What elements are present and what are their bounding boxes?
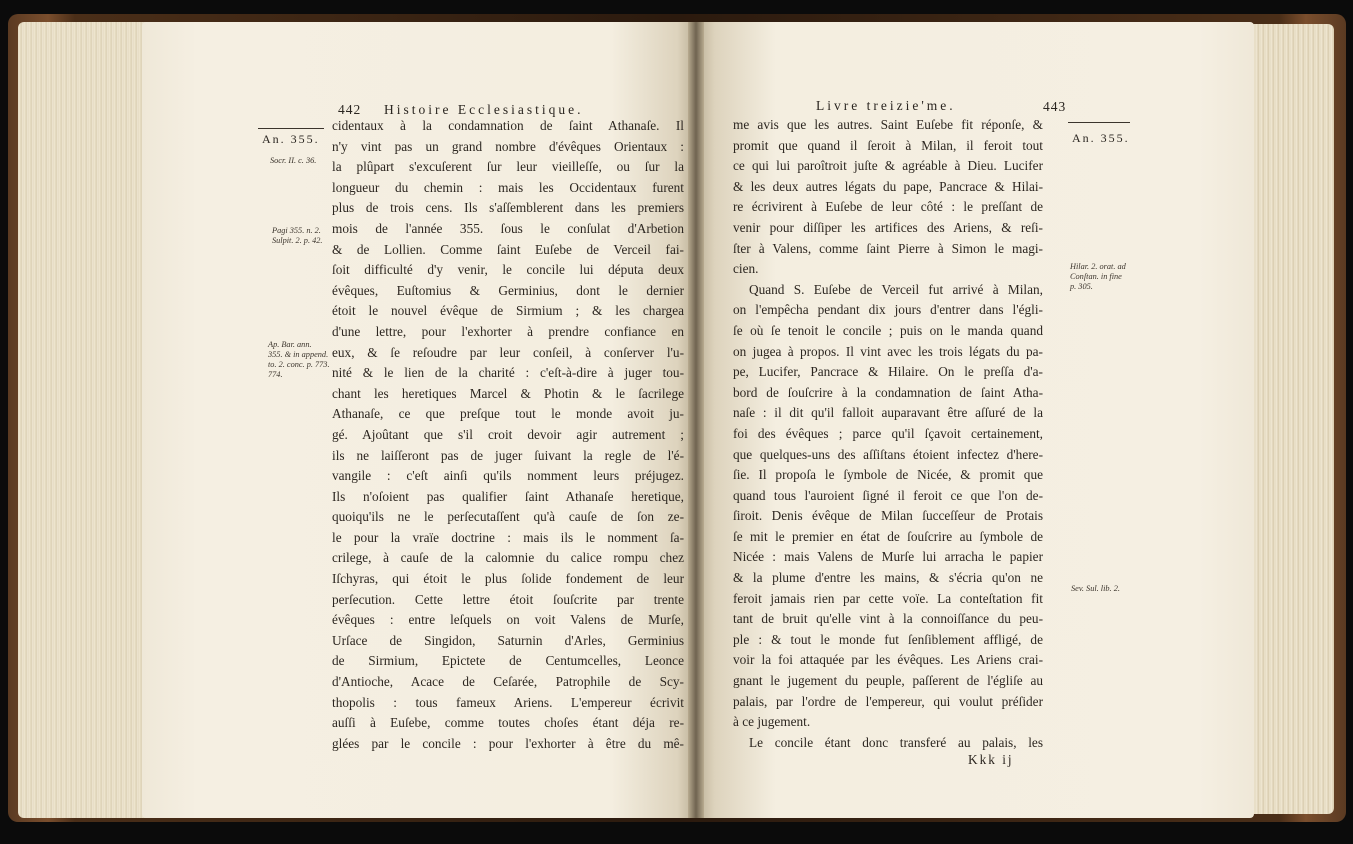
text-line: ſoit difficulté d'y venir, le concile lui députa deux [332,262,684,278]
text-line: me avis que les autres. Saint Euſebe fit réponſe, & [733,117,1043,132]
text-line: Quand S. Euſebe de Verceil fut arrivé à Milan, [749,281,1043,297]
text-line: Nicée : mais Valens de Murſe lui arracha le papier [733,549,1043,565]
text-line: pe, Lucifer, Pancrace & Hilaire. On le preſſa d'a- [733,364,1043,380]
text-line: voir la foi attaquée par les évêques. Les Ariens crai- [733,652,1043,668]
margin-note-line: Sev. Sul. lib. 2. [1071,584,1120,593]
text-line: d'Antioche, Acace de Ceſarée, Patrophile de Scy- [332,674,684,690]
text-line: gé. Ajoûtant que s'il croit devoir agir autrement ; [332,426,684,442]
text-line: glées par le concile : pour l'exhorter à être du mê- [332,735,684,751]
margin-note-line: Ap. Bar. ann. [268,340,312,349]
text-line: auſſi à Euſebe, comme toutes choſes étant déja re- [332,715,684,731]
margin-note-line: Sulpit. 2. p. 42. [272,236,323,245]
right-body-text [733,115,1043,753]
text-line: venir pour diſſiper les artifices des Ariens, & reſi- [733,219,1043,235]
text-line: ſie. Il propoſa le ſymbole de Nicée, & promit que [733,467,1043,483]
text-line: re écrivirent à Euſebe de leur côté : le preſſant de [733,199,1043,215]
text-line: & de Lollien. Comme ſaint Euſebe de Verceil fai- [332,241,684,257]
text-line: crilege, à cauſe de la calomnie du calice rompu chez [332,550,684,566]
text-line: plus de trois cens. Ils s'aſſemblerent dans les premiers [332,200,684,216]
left-page-edges [18,22,150,818]
text-line: ſiroit. Denis évêque de Milan ſucceſſeur de Protais [733,508,1043,524]
signature-mark: Kkk ij [968,752,1014,767]
text-line: ſter à Valens, comme ſaint Pierre à Simon le magi- [733,240,1043,256]
left-body-text [332,116,684,754]
text-line: quand tous l'auroient ſigné il feroit ce que l'on de- [733,487,1043,503]
right-year-marker: An. 355. [1072,131,1130,145]
text-line: cien. [733,261,759,277]
text-line: thopolis : tous fameux Ariens. L'empereur écrivit [332,694,684,710]
text-line: bord de ſouſcrire à la condamnation de ſaint Atha- [733,384,1043,400]
text-line: cidentaux à la condamnation de ſaint Athanaſe. Il [332,118,684,133]
left-year-rule [258,128,324,129]
text-line: que quelques-uns des aſſiſtans étoient infectez d'here- [733,446,1043,462]
text-line: on jugea à propos. Il vint avec les trois légats du pa- [733,343,1043,359]
right-margin-note-1 [1070,262,1126,292]
text-line: ſe mit le premier en état de ſouſcrire au ſymbole de [733,528,1043,544]
text-line: Urſace de Singidon, Saturnin d'Arles, Germinius [332,632,684,648]
text-line: Iſchyras, qui étoit le plus ſolide fondement de leur [332,571,684,587]
text-line: n'y vint pas un grand nombre d'évêques Orientaux : [332,138,684,154]
margin-note-line: Hilar. 2. orat. ad [1070,262,1126,271]
left-margin-note-3 [268,340,330,380]
text-line: de Sirmium, Epictete de Centumcelles, Leonce [332,653,684,669]
text-line: d'une lettre, pour l'exhorter à prendre confiance en [332,323,684,339]
text-line: Athanaſe, ce que preſque tout le monde avoit ju- [332,406,684,422]
right-year-rule [1068,122,1130,123]
text-line: ple : & tout le monde fut ſenſiblement affligé, de [733,631,1043,647]
margin-note-line: Socr. II. c. 36. [270,156,317,165]
text-line: vangile : c'eſt ainſi qu'ils nomment leurs préjugez. [332,468,684,484]
text-line: ce qui lui paroîtroit juſte & agréable à Dieu. Lucifer [733,158,1043,174]
text-line: longueur du chemin : mais les Occidentaux furent [332,179,684,195]
text-line: évêques, Euſtomius & Germinius, dont le dernier [332,282,684,298]
text-line: & la plume d'entre les mains, & s'écria qu'on ne [733,570,1043,586]
margin-note-line: 355. & in append. [268,350,329,359]
right-running-title: Livre treizie'me. [816,98,956,113]
text-line: tant de bruit qu'elle vint à la connoiſſance du peu- [733,611,1043,627]
right-page-number: 443 [1043,99,1067,114]
text-line: quoiqu'ils ne le perſecutaſſent qu'à cauſe de ſon ze- [332,509,684,525]
text-line: perſecution. Cette lettre étoit ſouſcrite par trente [332,591,684,607]
text-line: feroit jamais rien par cette voïe. La conteſtation fit [733,590,1043,606]
margin-note-line: Conſtan. in fine [1070,272,1122,281]
text-line: foi des évêques ; parce qu'il ſçavoit certainement, [733,425,1043,441]
text-line: chant les heretiques Marcel & Photin & le ſacrilege [332,385,684,401]
text-line: le pour la vraïe doctrine : mais ils le nomment ſa- [332,529,684,545]
text-line: palais, par l'ordre de l'empereur, qui voulut préſider [733,693,1043,709]
text-line: évêques : entre leſquels on voit Valens de Murſe, [332,612,684,628]
text-line: mois de l'année 355. ſous le conſulat d'Arbetion [332,220,684,236]
text-line: la plûpart s'excuſerent ſur leur vieilleſſe, ou ſur la [332,159,684,175]
text-line: à ce jugement. [733,714,811,730]
text-line: Le concile étant donc transferé au palais, les [749,734,1043,750]
right-margin-note-2 [1071,584,1120,594]
text-line: étoit le nouvel évêque de Sirmium ; & les chargea [332,303,684,319]
margin-note-line: 774. [268,370,283,379]
left-margin-note-2 [272,226,322,246]
left-margin-note-1 [270,156,316,166]
text-line: ſe où ſe tenoit le concile ; puis on le manda quand [733,322,1043,338]
text-line: ils ne laiſſeront pas de juger ſuivant la regle de l'é- [332,447,684,463]
text-line: & les deux autres légats du pape, Pancrace & Hilai- [733,178,1043,194]
margin-note-line: p. 305. [1070,282,1093,291]
text-line: nité & le lien de la charité : c'eſt-à-dire à juger tou- [332,365,684,381]
left-year-marker: An. 355. [262,132,320,146]
left-running-title: Histoire Ecclesiastique. [384,102,584,117]
text-line: Ils n'oſoient pas qualifier ſaint Athanaſe heretique, [332,488,684,504]
text-line: on l'empêcha pendant dix jours d'entrer dans l'égli- [733,302,1043,318]
text-line: promit que quand il ſeroit à Milan, il feroit tout [733,137,1043,153]
margin-note-line: to. 2. conc. p. 773. [268,360,330,369]
text-line: naſe : il dit qu'il falloit auparavant être aſſuré de la [733,405,1043,421]
right-page-edges [1250,24,1334,814]
left-page-number: 442 [338,102,362,117]
text-line: eux, & ſe reſoudre par leur conſeil, à conſerver l'u- [332,344,684,360]
margin-note-line: Pagi 355. n. 2. [272,226,321,235]
text-line: gnant le jugement du peuple, paſſerent de l'égliſe au [733,673,1043,689]
book-gutter [688,22,704,818]
